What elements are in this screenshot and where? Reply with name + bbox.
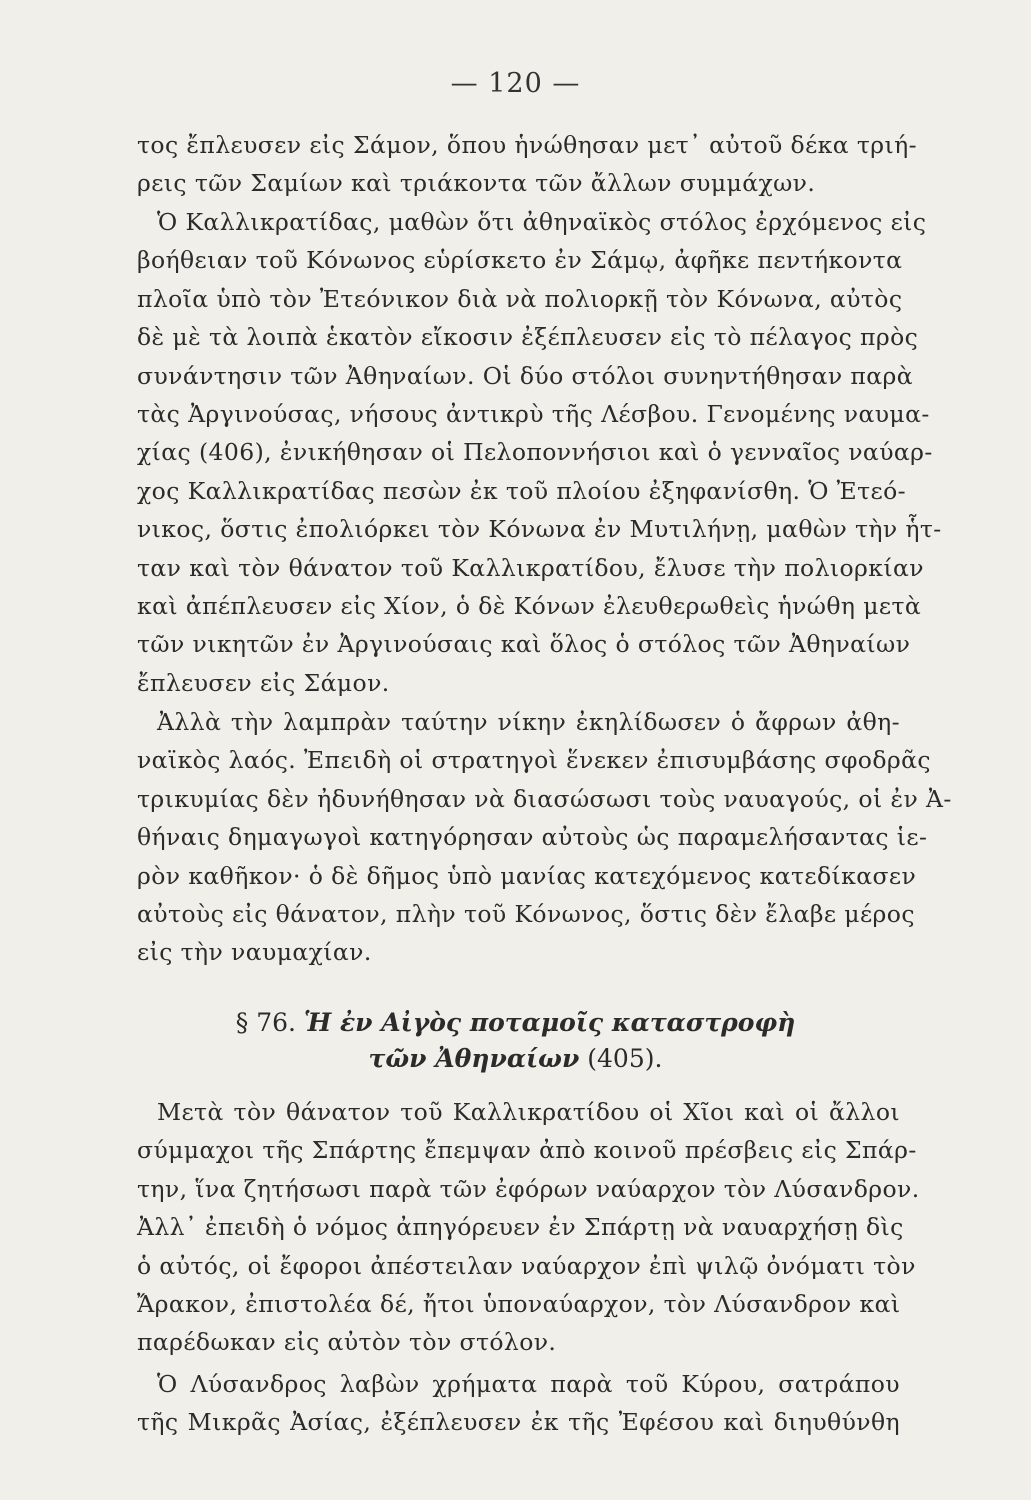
text-line: τρικυμίας δὲν ἠδυνήθησαν νὰ διασώσωσι τοὺς ναυαγούς, οἱ ἐν Ἀ- (137, 784, 952, 813)
text-line: την, ἵνα ζητήσωσι παρὰ τῶν ἐφόρων ναύαρχον τὸν Λύσανδρον. (137, 1174, 920, 1203)
section-number: § 76. (235, 1008, 296, 1037)
text-line: τῆς Μικρᾶς Ἀσίας, ἐξέπλευσεν ἐκ τῆς Ἐφέσου καὶ διηυθύνθη (137, 1408, 900, 1437)
text-line: καὶ ἀπέπλευσεν εἰς Χίον, ὁ δὲ Κόνων ἐλευθερωθεὶς ἡνώθη μετὰ (137, 591, 922, 620)
section-title: Ἡ ἐν Αἰγὸς ποταμοῖς καταστροφὴ (303, 1008, 796, 1037)
text-line: θήναις δημαγωγοὶ κατηγόρησαν αὐτοὺς ὡς παραμελήσαντας ἱε- (137, 823, 928, 852)
section-heading-line-2 (0, 1039, 1031, 1079)
text-line: ρὸν καθῆκον· ὁ δὲ δῆμος ὑπὸ μανίας κατεχόμενος κατεδίκασεν (137, 861, 917, 890)
paragraph-lysander-appointment (137, 1093, 920, 1362)
paragraph-lysander-cyrus (137, 1365, 900, 1442)
paragraph-continuation (137, 126, 917, 203)
section-date: (405). (587, 1044, 663, 1073)
text-line: Ἄρακον, ἐπιστολέα δέ, ἤτοι ὑποναύαρχον, τὸν Λύσανδρον καὶ (137, 1289, 901, 1318)
paragraph-demagogues (137, 703, 952, 972)
text-line: ἔπλευσεν εἰς Σάμον. (137, 668, 390, 697)
text-line: τῶν νικητῶν ἐν Ἀργινούσαις καὶ ὅλος ὁ στόλος τῶν Ἀθηναίων (137, 630, 911, 659)
section-title-continued: τῶν Ἀθηναίων (368, 1044, 580, 1073)
text-line: τος ἔπλευσεν εἰς Σάμον, ὅπου ἡνώθησαν μετ᾽ αὐτοῦ δέκα τριή- (137, 131, 917, 159)
text-line: σύμμαχοι τῆς Σπάρτης ἔπεμψαν ἀπὸ κοινοῦ πρέσβεις εἰς Σπάρ- (137, 1136, 917, 1165)
text-line: ναϊκὸς λαός. Ἐπειδὴ οἱ στρατηγοὶ ἕνεκεν ἐπισυμβάσης σφοδρᾶς (137, 746, 931, 775)
text-line: χίας (406), ἐνικήθησαν οἱ Πελοποννήσιοι καὶ ὁ γενναῖος ναύαρ- (137, 438, 933, 467)
text-line: βοήθειαν τοῦ Κόνωνος εὑρίσκετο ἐν Σάμῳ, ἀφῆκε πεντήκοντα (137, 246, 903, 275)
section-heading (0, 1003, 1031, 1043)
page-number: — 120 — (450, 68, 581, 99)
text-line: εἰς τὴν ναυμαχίαν. (137, 938, 372, 967)
text-line: νικος, ὅστις ἐπολιόρκει τὸν Κόνωνα ἐν Μυτιλήνῃ, μαθὼν τὴν ἧτ- (137, 515, 942, 544)
text-line: αὐτοὺς εἰς θάνατον, πλὴν τοῦ Κόνωνος, ὅστις δὲν ἔλαβε μέρος (137, 899, 915, 928)
text-line: συνάντησιν τῶν Ἀθηναίων. Οἱ δύο στόλοι συνηντήθησαν παρὰ (137, 361, 914, 390)
text-line: Ἀλλ᾽ ἐπειδὴ ὁ νόμος ἀπηγόρευεν ἐν Σπάρτῃ νὰ ναυαρχήσῃ δὶς (137, 1213, 904, 1242)
text-line: πλοῖα ὑπὸ τὸν Ἐτεόνικον διὰ νὰ πολιορκῇ τὸν Κόνωνα, αὐτὸς (137, 284, 903, 313)
text-line: Ἀλλὰ τὴν λαμπρὰν ταύτην νίκην ἐκηλίδωσεν ὁ ἄφρων ἀθη- (157, 708, 900, 736)
text-line: δὲ μὲ τὰ λοιπὰ ἑκατὸν εἴκοσιν ἐξέπλευσεν εἰς τὸ πέλαγος πρὸς (137, 323, 919, 352)
text-line: Ὁ Καλλικρατίδας, μαθὼν ὅτι ἀθηναϊκὸς στόλος ἐρχόμενος εἰς (157, 208, 927, 236)
text-line: Μετὰ τὸν θάνατον τοῦ Καλλικρατίδου οἱ Χῖοι καὶ οἱ ἄλλοι (157, 1098, 900, 1126)
text-line: ρεις τῶν Σαμίων καὶ τριάκοντα τῶν ἄλλων συμμάχων. (137, 169, 816, 198)
paragraph-kallikratidas (137, 203, 942, 702)
text-line: ταν καὶ τὸν θάνατον τοῦ Καλλικρατίδου, ἔλυσε τὴν πολιορκίαν (137, 553, 924, 582)
text-line: Ὁ Λύσανδρος λαβὼν χρήματα παρὰ τοῦ Κύρου, σατράπου (157, 1370, 900, 1398)
text-line: χος Καλλικρατίδας πεσὼν ἐκ τοῦ πλοίου ἐξηφανίσθη. Ὁ Ἐτεό- (137, 476, 906, 505)
text-line: παρέδωκαν εἰς αὐτὸν τὸν στόλον. (137, 1328, 557, 1357)
text-line: τὰς Ἀργινούσας, νήσους ἀντικρὺ τῆς Λέσβου. Γενομένης ναυμα- (137, 399, 930, 428)
text-line: ὁ αὐτός, οἱ ἔφοροι ἀπέστειλαν ναύαρχον ἐπὶ ψιλῷ ὀνόματι τὸν (137, 1251, 916, 1280)
